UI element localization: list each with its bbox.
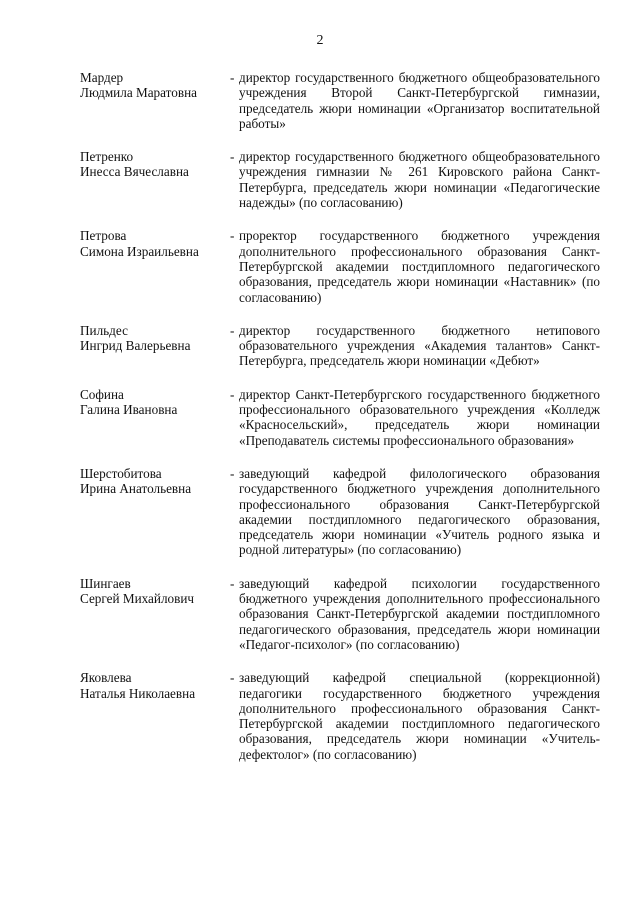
jury-entry (80, 466, 600, 558)
jury-entry (80, 228, 600, 304)
member-surname: Яковлева (80, 670, 132, 686)
member-role: проректор государственного бюджетного учреждения дополнительного профессионального образования Санкт-Петербургской академии постдипломного педагогического образования, председатель жюри номинации «Наставник» (по согласованию) (239, 228, 600, 305)
member-name (80, 670, 230, 762)
member-name (80, 466, 230, 558)
member-surname: Петренко (80, 149, 134, 165)
jury-entry (80, 576, 600, 652)
member-name (80, 70, 230, 131)
jury-entry (80, 670, 600, 762)
separator-dash: - (230, 228, 235, 244)
jury-entry (80, 149, 600, 210)
separator-dash: - (230, 386, 235, 402)
jury-entry (80, 323, 600, 369)
member-role: заведующий кафедрой психологии государственного бюджетного учреждения дополнительного профессионального образования Санкт-Петербургской академии постдипломного педагогического образования, председатель жюри номинации «Педагог-психолог» (по согласованию) (239, 575, 600, 652)
member-role: директор государственного бюджетного нетипового образовательного учреждения «Академия талантов» Санкт-Петербурга, председатель жюри номинации «Дебют» (239, 322, 600, 369)
member-surname: Пильдес (80, 322, 128, 338)
member-given-names: Ингрид Валерьевна (80, 338, 191, 354)
member-given-names: Инесса Вячеславна (80, 164, 189, 180)
page-number: 2 (316, 33, 324, 48)
jury-entry (80, 387, 600, 448)
member-role: директор Санкт-Петербургского государственного бюджетного профессионального образовательного учреждения «Колледж «Красносельский», председатель жюри номинации «Преподаватель системы профессионального образования» (239, 386, 600, 448)
separator-dash: - (230, 70, 235, 85)
jury-entry (80, 70, 600, 131)
member-role: заведующий кафедрой специальной (коррекционной) педагогики государственного бюджетного учреждения дополнительного профессионального образования Санкт-Петербургской академии постдипломного педагогического образования, председатель жюри номинации «Учитель-дефектолог» (по согласованию) (239, 670, 600, 762)
member-given-names: Сергей Михайлович (80, 591, 195, 607)
member-surname: Петрова (80, 228, 127, 244)
separator-dash: - (230, 575, 235, 591)
separator-dash: - (230, 322, 235, 338)
member-given-names: Симона Израильевна (80, 243, 199, 259)
separator-dash: - (230, 465, 235, 481)
member-given-names: Наталья Николаевна (80, 685, 196, 701)
member-role: директор государственного бюджетного общеобразовательного учреждения Второй Санкт-Петербургской гимназии, председатель жюри номинации «Организатор воспитательной работы» (239, 70, 600, 131)
member-role: директор государственного бюджетного общеобразовательного учреждения гимназии № 261 Кировского района Санкт-Петербурга, председатель жюри номинации «Педагогические надежды» (по согласованию) (239, 149, 600, 211)
member-given-names: Людмила Маратовна (80, 85, 197, 101)
separator-dash: - (230, 670, 235, 686)
member-surname: Шингаев (80, 575, 131, 591)
member-surname: Шерстобитова (80, 465, 162, 481)
member-given-names: Ирина Анатольевна (80, 481, 192, 497)
separator-dash: - (230, 149, 235, 165)
member-surname: Софина (80, 386, 124, 402)
jury-list (80, 70, 600, 762)
member-role: заведующий кафедрой филологического образования государственного бюджетного учреждения дополнительного профессионального образования Санкт-Петербургской академии постдипломного педагогического образования, председатель жюри номинации «Учитель родного языка и родной литературы» (по согласованию) (239, 465, 600, 558)
member-name (80, 323, 230, 369)
member-name (80, 387, 230, 448)
member-given-names: Галина Ивановна (80, 402, 178, 418)
member-name (80, 149, 230, 210)
member-name (80, 576, 230, 652)
member-name (80, 228, 230, 304)
member-surname: Мардер (80, 70, 124, 85)
